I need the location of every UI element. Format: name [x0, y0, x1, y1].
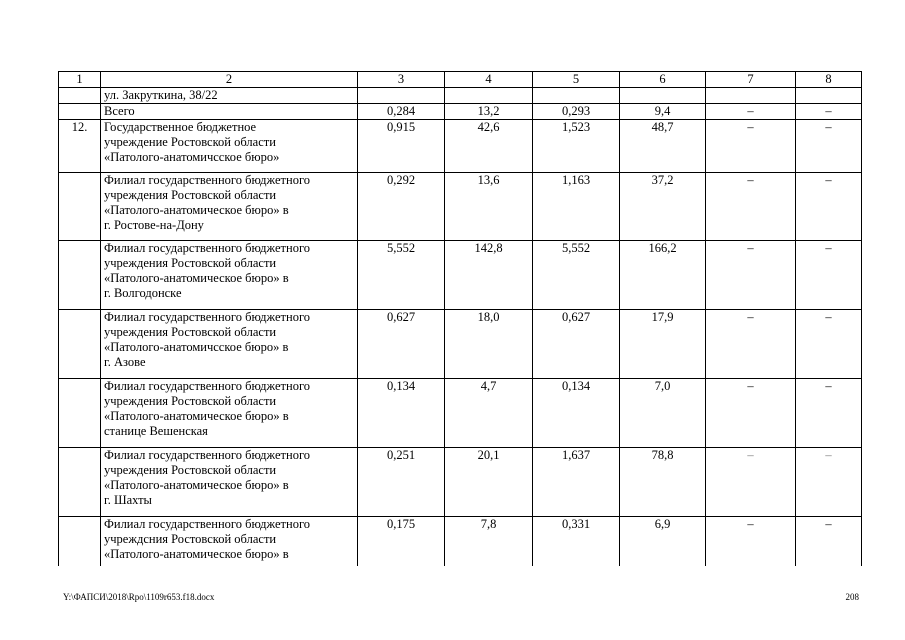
cell-col6: 17,9 — [620, 310, 706, 379]
row-name-line: Филиал государственного бюджетного — [104, 241, 311, 255]
row-name-line: «Патолого-анатомическое бюро» в — [104, 547, 289, 561]
row-name-line: учреждения Ростовской области — [104, 463, 277, 477]
table-row — [59, 120, 862, 173]
cell-col4: 4,7 — [445, 379, 533, 448]
cell-col7: – — [706, 173, 796, 241]
row-name-line: Филиал государственного бюджетного — [104, 379, 311, 393]
cell-col6: 7,0 — [620, 379, 706, 448]
column-header: 4 — [445, 72, 533, 88]
cell-col5: 0,331 — [533, 517, 620, 566]
row-index — [59, 517, 101, 566]
row-name — [101, 104, 358, 120]
cell-col4 — [445, 88, 533, 104]
row-index — [59, 104, 101, 120]
row-name-line: «Патолого-анатомичсское бюро» — [104, 150, 280, 164]
row-index — [59, 310, 101, 379]
row-index: 12. — [59, 120, 101, 173]
cell-col6: 9,4 — [620, 104, 706, 120]
row-name-line: Государственное бюджетное — [104, 120, 257, 134]
row-name — [101, 241, 358, 310]
cell-col5: 1,523 — [533, 120, 620, 173]
row-name — [101, 517, 358, 566]
cell-col8 — [796, 88, 862, 104]
row-name-line: учреждения Ростовской области — [104, 256, 277, 270]
table-row — [59, 310, 862, 379]
cell-col6: 78,8 — [620, 448, 706, 517]
footer-file-path: Y:\ФАПСИ\2018\Rpo\1109r653.f18.docx — [63, 592, 215, 602]
table-row — [59, 379, 862, 448]
row-name — [101, 120, 358, 173]
row-name-line: «Патолого-анатомичсское бюро» в — [104, 340, 289, 354]
column-header: 8 — [796, 72, 862, 88]
row-name-line: учреждения Ростовской области — [104, 394, 277, 408]
cell-col7 — [706, 88, 796, 104]
cell-col4: 18,0 — [445, 310, 533, 379]
row-index — [59, 448, 101, 517]
cell-col7: – — [706, 310, 796, 379]
row-name-line: станице Вешенская — [104, 424, 208, 438]
cell-col4: 13,6 — [445, 173, 533, 241]
cell-col4: 20,1 — [445, 448, 533, 517]
cell-col5: 5,552 — [533, 241, 620, 310]
cell-col4: 142,8 — [445, 241, 533, 310]
cell-col4: 7,8 — [445, 517, 533, 566]
cell-col6: 166,2 — [620, 241, 706, 310]
cell-col3: 0,175 — [358, 517, 445, 566]
cell-col3: 0,627 — [358, 310, 445, 379]
column-header: 1 — [59, 72, 101, 88]
cell-col7: – — [706, 379, 796, 448]
row-index — [59, 241, 101, 310]
cell-col5: 1,163 — [533, 173, 620, 241]
row-index — [59, 88, 101, 104]
row-name-line: г. Азове — [104, 355, 146, 369]
cell-col3: 0,134 — [358, 379, 445, 448]
row-name-line: Филиал государственного бюджетного — [104, 173, 311, 187]
row-name-line: учреждения Ростовской области — [104, 325, 277, 339]
emissions-table — [58, 71, 862, 566]
row-name — [101, 173, 358, 241]
row-name-line: «Патолого-анатомическое бюро» в — [104, 478, 289, 492]
cell-col5: 0,627 — [533, 310, 620, 379]
cell-col8: – — [796, 517, 862, 566]
cell-col6: 6,9 — [620, 517, 706, 566]
cell-col7: – — [706, 517, 796, 566]
row-name-line: г. Ростове-на-Дону — [104, 218, 204, 232]
row-name-line: г. Шахты — [104, 493, 152, 507]
row-name-line: «Патолого-анатомическое бюро» в — [104, 409, 289, 423]
cell-col3: 0,284 — [358, 104, 445, 120]
cell-col4: 42,6 — [445, 120, 533, 173]
cell-col7: – — [706, 104, 796, 120]
cell-col3: 0,292 — [358, 173, 445, 241]
row-name-line: Филиал государственного бюджетного — [104, 310, 311, 324]
table-row — [59, 448, 862, 517]
cell-col6 — [620, 88, 706, 104]
column-header: 6 — [620, 72, 706, 88]
cell-col8: – — [796, 310, 862, 379]
row-name-line: «Патолого-анатомическое бюро» в — [104, 271, 289, 285]
column-header: 7 — [706, 72, 796, 88]
cell-col5: 0,134 — [533, 379, 620, 448]
cell-col5: 0,293 — [533, 104, 620, 120]
cell-col6: 48,7 — [620, 120, 706, 173]
cell-col3: 5,552 — [358, 241, 445, 310]
cell-col6: 37,2 — [620, 173, 706, 241]
table-row — [59, 241, 862, 310]
cell-col7: – — [706, 448, 796, 517]
row-name-line: г. Волгодонске — [104, 286, 182, 300]
table-row — [59, 517, 862, 566]
row-name-line: ул. Закруткина, 38/22 — [104, 88, 218, 102]
row-name-line: учреждсния Ростовской области — [104, 532, 277, 546]
cell-col7: – — [706, 120, 796, 173]
row-name-line: Филиал государственного бюджетного — [104, 517, 311, 531]
cell-col8: – — [796, 104, 862, 120]
row-name-line: «Патолого-анатомическое бюро» в — [104, 203, 289, 217]
row-index — [59, 173, 101, 241]
cell-col8: – — [796, 379, 862, 448]
cell-col4: 13,2 — [445, 104, 533, 120]
table-row — [59, 173, 862, 241]
cell-col8: – — [796, 120, 862, 173]
cell-col3: 0,915 — [358, 120, 445, 173]
row-name — [101, 88, 358, 104]
cell-col3: 0,251 — [358, 448, 445, 517]
cell-col7: – — [706, 241, 796, 310]
row-name-line: Филиал государственного бюджетного — [104, 448, 311, 462]
row-name — [101, 448, 358, 517]
row-name-line: Всего — [104, 104, 135, 118]
row-name-line: учреждение Ростовской области — [104, 135, 276, 149]
row-name — [101, 379, 358, 448]
row-name — [101, 310, 358, 379]
cell-col5: 1,637 — [533, 448, 620, 517]
footer-page-number: 208 — [845, 592, 859, 602]
column-header: 3 — [358, 72, 445, 88]
column-header: 5 — [533, 72, 620, 88]
cell-col8: – — [796, 241, 862, 310]
cell-col5 — [533, 88, 620, 104]
cell-col8: – — [796, 173, 862, 241]
cell-col3 — [358, 88, 445, 104]
table-row — [59, 104, 862, 120]
table-row — [59, 88, 862, 104]
column-header: 2 — [101, 72, 358, 88]
table-header-row — [59, 72, 862, 88]
row-index — [59, 379, 101, 448]
row-name-line: учреждения Ростовской области — [104, 188, 277, 202]
cell-col8: – — [796, 448, 862, 517]
